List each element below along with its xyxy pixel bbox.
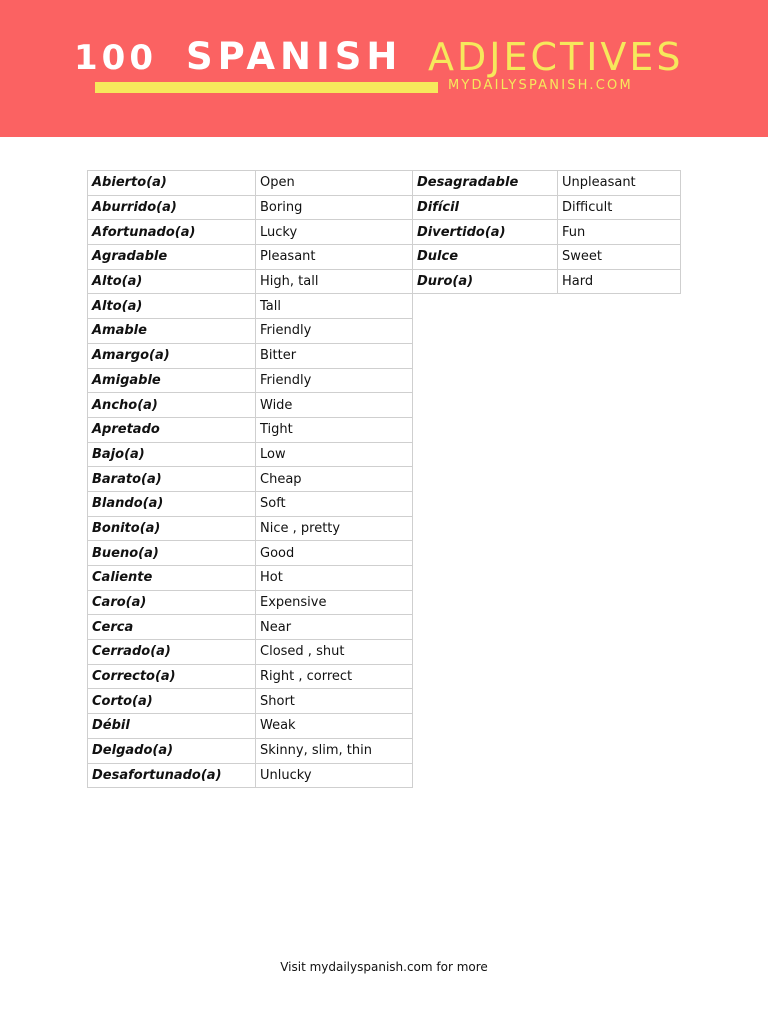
spanish-word: Divertido(a) — [413, 220, 558, 245]
table-row — [88, 171, 413, 196]
table-row — [88, 566, 413, 591]
english-translation: Sweet — [558, 245, 681, 270]
title-adjectives: ADJECTIVES — [428, 35, 684, 79]
spanish-word: Abierto(a) — [88, 171, 256, 196]
english-translation: Low — [256, 442, 413, 467]
english-translation: Boring — [256, 195, 413, 220]
title-spanish: SPANISH — [186, 35, 403, 78]
spanish-word: Débil — [88, 714, 256, 739]
table-row — [88, 590, 413, 615]
spanish-word: Correcto(a) — [88, 664, 256, 689]
table-row — [88, 615, 413, 640]
spanish-word: Cerca — [88, 615, 256, 640]
spanish-word: Bonito(a) — [88, 516, 256, 541]
table-row — [88, 689, 413, 714]
table-row — [88, 664, 413, 689]
table-row — [88, 467, 413, 492]
table-row — [88, 763, 413, 788]
english-translation: Friendly — [256, 319, 413, 344]
spanish-word: Amigable — [88, 368, 256, 393]
spanish-word: Amable — [88, 319, 256, 344]
title-number: 100 — [74, 38, 157, 78]
spanish-word: Apretado — [88, 417, 256, 442]
table-row — [88, 640, 413, 665]
spanish-word: Desagradable — [413, 171, 558, 196]
adjectives-table-right — [412, 170, 681, 294]
table-row — [88, 319, 413, 344]
header-banner — [0, 0, 768, 137]
spanish-word: Amargo(a) — [88, 343, 256, 368]
spanish-word: Barato(a) — [88, 467, 256, 492]
table-row — [88, 195, 413, 220]
spanish-word: Caliente — [88, 566, 256, 591]
table-row — [88, 442, 413, 467]
english-translation: Nice , pretty — [256, 516, 413, 541]
spanish-word: Aburrido(a) — [88, 195, 256, 220]
english-translation: Unpleasant — [558, 171, 681, 196]
table-row — [88, 269, 413, 294]
english-translation: Closed , shut — [256, 640, 413, 665]
spanish-word: Delgado(a) — [88, 738, 256, 763]
table-row — [88, 294, 413, 319]
english-translation: Skinny, slim, thin — [256, 738, 413, 763]
spanish-word: Bueno(a) — [88, 541, 256, 566]
table-row — [413, 220, 681, 245]
english-translation: Expensive — [256, 590, 413, 615]
spanish-word: Dulce — [413, 245, 558, 270]
table-row — [88, 738, 413, 763]
spanish-word: Caro(a) — [88, 590, 256, 615]
spanish-word: Cerrado(a) — [88, 640, 256, 665]
english-translation: Open — [256, 171, 413, 196]
spanish-word: Desafortunado(a) — [88, 763, 256, 788]
table-row — [88, 220, 413, 245]
english-translation: Cheap — [256, 467, 413, 492]
site-name: MYDAILYSPANISH.COM — [448, 78, 633, 93]
table-row — [88, 516, 413, 541]
spanish-word: Corto(a) — [88, 689, 256, 714]
table-row — [88, 491, 413, 516]
spanish-word: Ancho(a) — [88, 393, 256, 418]
english-translation: Good — [256, 541, 413, 566]
spanish-word: Agradable — [88, 245, 256, 270]
english-translation: Tall — [256, 294, 413, 319]
table-row — [88, 714, 413, 739]
english-translation: Soft — [256, 491, 413, 516]
table-row — [88, 541, 413, 566]
table-row — [88, 368, 413, 393]
spanish-word: Alto(a) — [88, 269, 256, 294]
english-translation: Tight — [256, 417, 413, 442]
spanish-word: Afortunado(a) — [88, 220, 256, 245]
table-row — [413, 195, 681, 220]
table-row — [88, 393, 413, 418]
english-translation: High, tall — [256, 269, 413, 294]
english-translation: Hard — [558, 269, 681, 294]
english-translation: Weak — [256, 714, 413, 739]
table-row — [413, 171, 681, 196]
spanish-word: Difícil — [413, 195, 558, 220]
english-translation: Friendly — [256, 368, 413, 393]
footer-note: Visit mydailyspanish.com for more — [280, 960, 488, 974]
english-translation: Difficult — [558, 195, 681, 220]
english-translation: Lucky — [256, 220, 413, 245]
english-translation: Bitter — [256, 343, 413, 368]
table-row — [413, 245, 681, 270]
table-row — [88, 417, 413, 442]
english-translation: Fun — [558, 220, 681, 245]
table-row — [88, 245, 413, 270]
english-translation: Near — [256, 615, 413, 640]
english-translation: Right , correct — [256, 664, 413, 689]
english-translation: Short — [256, 689, 413, 714]
english-translation: Pleasant — [256, 245, 413, 270]
spanish-word: Bajo(a) — [88, 442, 256, 467]
spanish-word: Duro(a) — [413, 269, 558, 294]
title-underline-bar — [95, 82, 438, 93]
table-row — [88, 343, 413, 368]
adjectives-table-left — [87, 170, 413, 788]
spanish-word: Blando(a) — [88, 491, 256, 516]
spanish-word: Alto(a) — [88, 294, 256, 319]
english-translation: Hot — [256, 566, 413, 591]
table-row — [413, 269, 681, 294]
english-translation: Unlucky — [256, 763, 413, 788]
english-translation: Wide — [256, 393, 413, 418]
